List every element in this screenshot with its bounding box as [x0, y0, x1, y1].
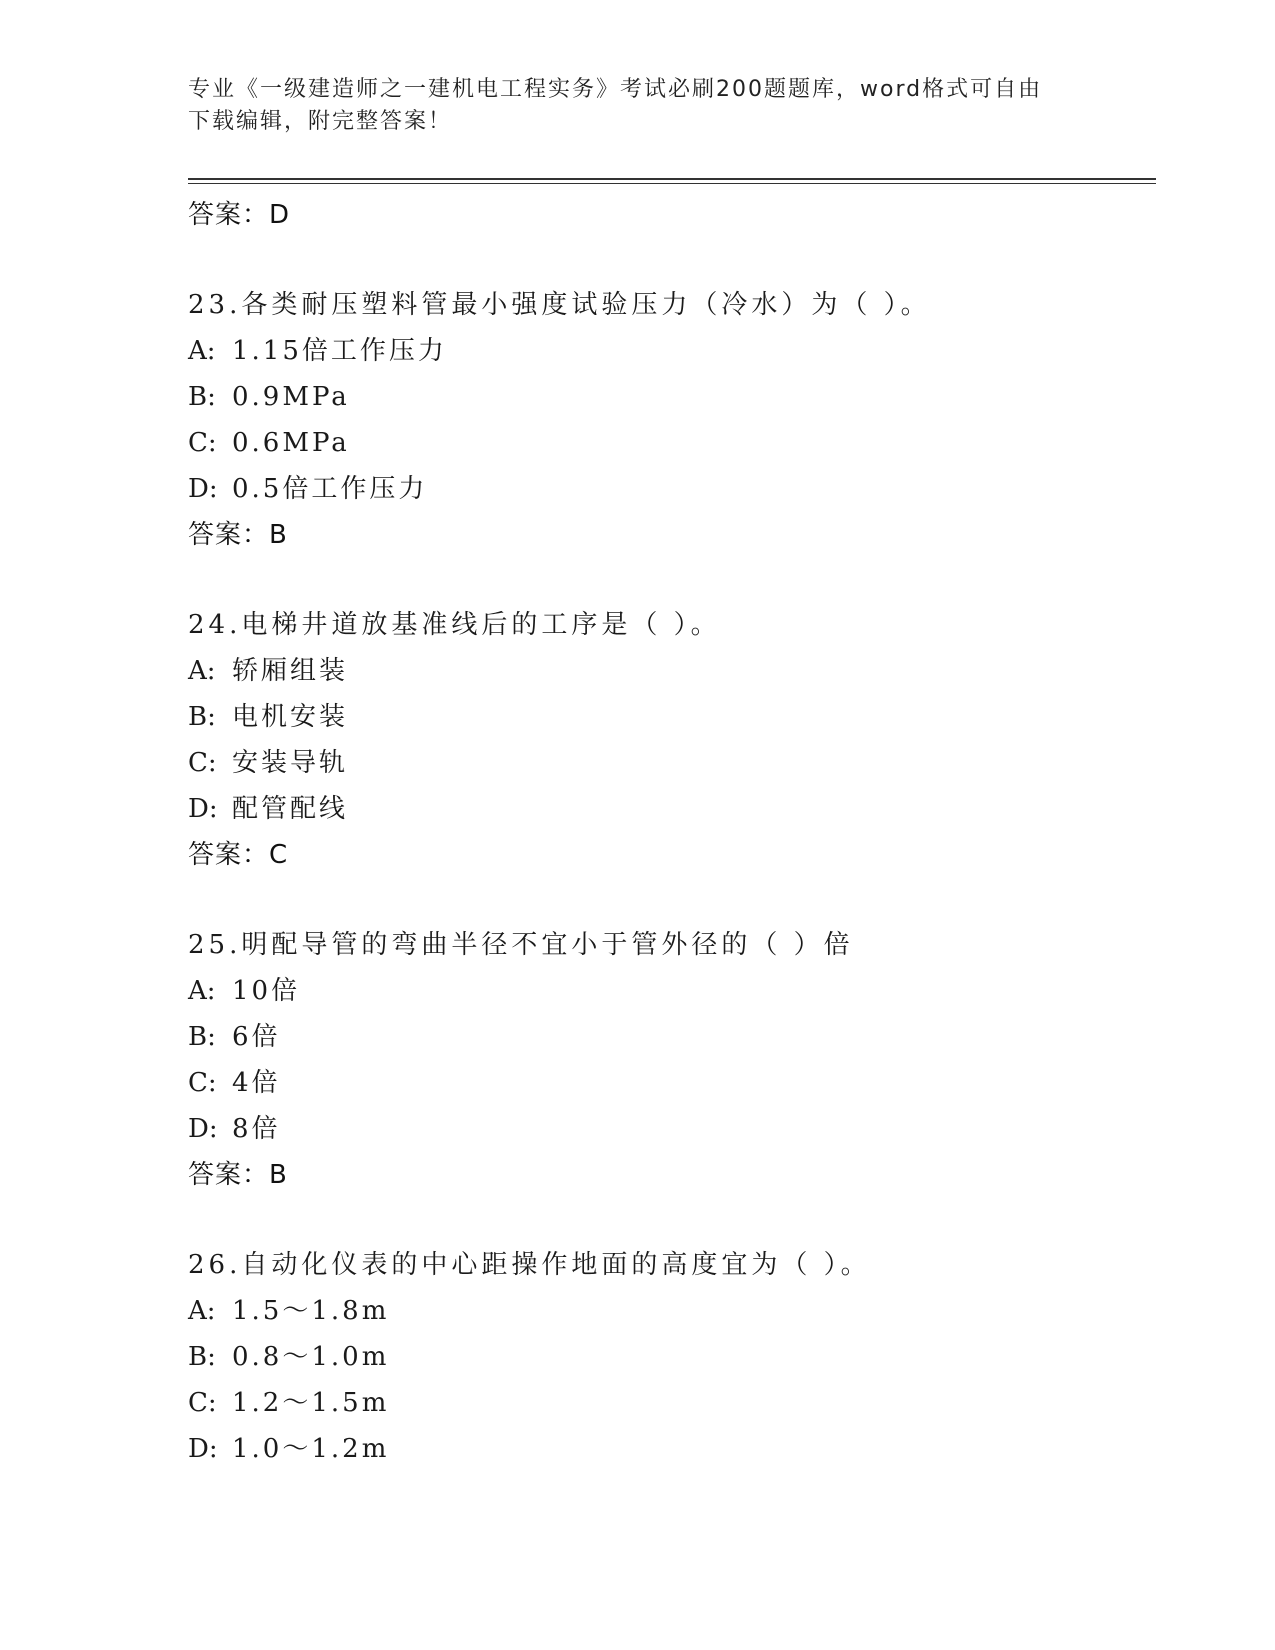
option-text: 0.9MPa — [232, 382, 350, 412]
option-label: D: — [188, 794, 218, 824]
answer-line: 答案：C — [188, 840, 289, 870]
option-text: 1.15倍工作压力 — [232, 336, 447, 366]
option-b — [188, 374, 1156, 420]
option-text: 4倍 — [232, 1068, 281, 1098]
option-d — [188, 466, 1156, 512]
option-d — [188, 786, 1156, 832]
option-text: 0.5倍工作压力 — [232, 474, 428, 504]
option-label: A: — [188, 336, 216, 366]
option-label: D: — [188, 1434, 218, 1464]
option-text: 0.8～1.0m — [232, 1342, 390, 1372]
spacer — [188, 878, 1156, 922]
option-text: 1.5～1.8m — [232, 1296, 390, 1326]
option-c — [188, 1380, 1156, 1426]
option-label: A: — [188, 1296, 216, 1326]
header-rule-thin — [188, 183, 1156, 184]
option-b — [188, 694, 1156, 740]
question-block — [188, 1242, 1156, 1472]
document-body — [188, 192, 1156, 1472]
option-label: D: — [188, 474, 218, 504]
option-label: C: — [188, 428, 217, 458]
answer-line: 答案：D — [188, 200, 291, 230]
option-text: 8倍 — [232, 1114, 281, 1144]
option-a — [188, 1288, 1156, 1334]
spacer — [188, 238, 1156, 282]
option-text: 1.2～1.5m — [232, 1388, 390, 1418]
option-text: 1.0～1.2m — [232, 1434, 390, 1464]
spacer — [188, 1198, 1156, 1242]
option-a — [188, 968, 1156, 1014]
option-label: B: — [188, 1342, 216, 1372]
option-c — [188, 740, 1156, 786]
option-d — [188, 1426, 1156, 1472]
option-label: C: — [188, 748, 217, 778]
option-label: D: — [188, 1114, 218, 1144]
header-line-2: 下载编辑，附完整答案！ — [188, 109, 453, 134]
option-b — [188, 1014, 1156, 1060]
spacer — [188, 558, 1156, 602]
option-text: 轿厢组装 — [232, 656, 349, 686]
header-rule-thick — [188, 178, 1156, 180]
option-text: 电机安装 — [232, 702, 349, 732]
question-block — [188, 922, 1156, 1198]
option-c — [188, 420, 1156, 466]
question-block — [188, 282, 1156, 558]
option-a — [188, 648, 1156, 694]
option-text: 0.6MPa — [232, 428, 350, 458]
option-c — [188, 1060, 1156, 1106]
option-label: A: — [188, 976, 216, 1006]
option-label: B: — [188, 382, 216, 412]
option-label: A: — [188, 656, 216, 686]
question-text: 26.自动化仪表的中心距操作地面的高度宜为（ ）。 — [188, 1250, 871, 1280]
option-label: C: — [188, 1068, 217, 1098]
option-d — [188, 1106, 1156, 1152]
option-text: 6倍 — [232, 1022, 281, 1052]
answer-line: 答案：B — [188, 1160, 288, 1190]
option-b — [188, 1334, 1156, 1380]
question-text: 24.电梯井道放基准线后的工序是（ ）。 — [188, 610, 721, 640]
document-header — [188, 74, 1088, 138]
question-text: 23.各类耐压塑料管最小强度试验压力（冷水）为（ ）。 — [188, 290, 931, 320]
option-label: B: — [188, 702, 216, 732]
option-label: B: — [188, 1022, 216, 1052]
question-text: 25.明配导管的弯曲半径不宜小于管外径的（ ）倍 — [188, 930, 854, 960]
option-text: 配管配线 — [232, 794, 349, 824]
option-text: 安装导轨 — [232, 748, 349, 778]
option-text: 10倍 — [232, 976, 301, 1006]
option-a — [188, 328, 1156, 374]
option-label: C: — [188, 1388, 217, 1418]
header-line-1: 专业《一级建造师之一建机电工程实务》考试必刷200题题库，word格式可自由 — [188, 77, 1043, 102]
question-block — [188, 602, 1156, 878]
answer-line: 答案：B — [188, 520, 288, 550]
